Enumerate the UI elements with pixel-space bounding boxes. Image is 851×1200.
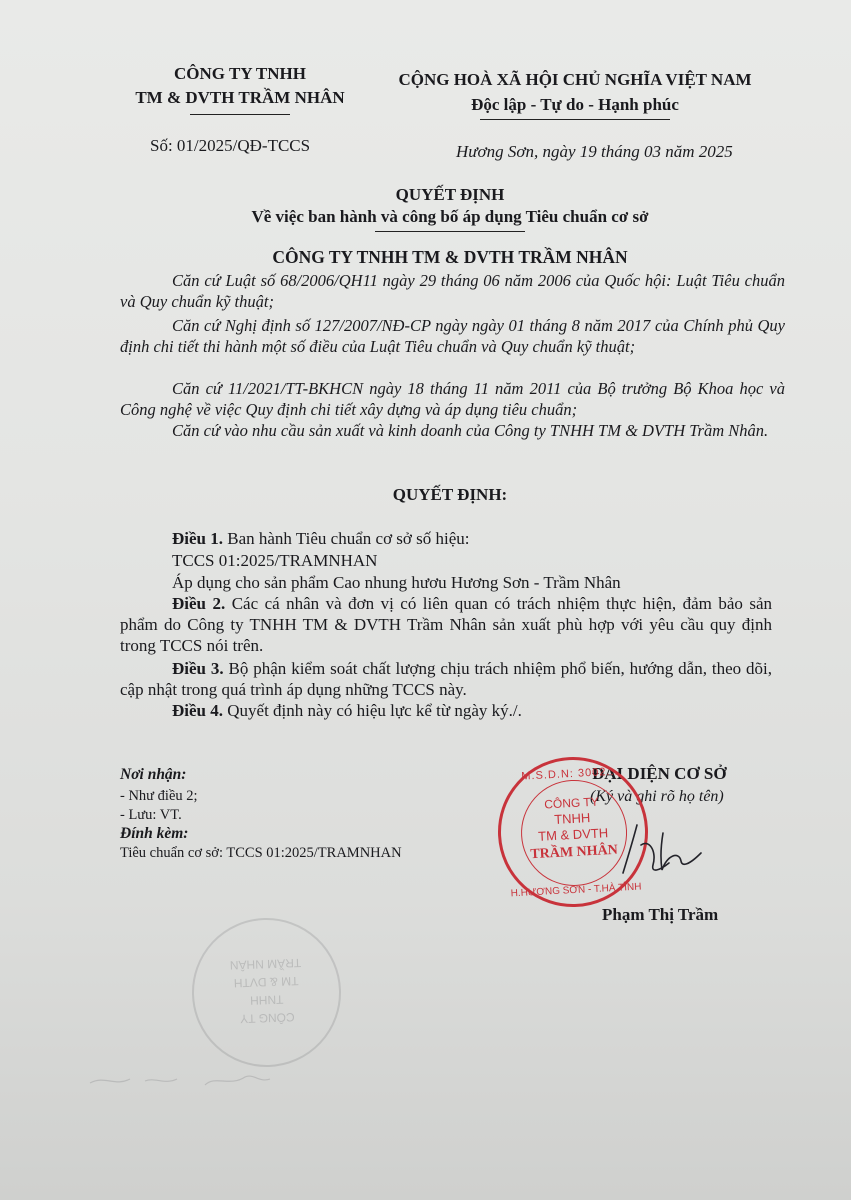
article-2: Điều 2. Các cá nhân và đơn vị có liên quan có trách nhiệm thực hiện, đảm bảo sản phẩm do Công ty TNHH TM & DVTH Trầm Nhân sản xuất phù hợp với yêu cầu quy định trong TCCS nói trên. xyxy=(120,594,772,655)
basis-1: Căn cứ Luật số 68/2006/QH11 ngày 29 tháng 06 năm 2006 của Quốc hội: Luật Tiêu chuẩn và Quy chuẩn kỹ thuật; xyxy=(120,271,785,311)
recipients-heading: Nơi nhận: xyxy=(120,766,187,783)
article-1-code: TCCS 01:2025/TRAMNHAN xyxy=(172,551,378,570)
decision-title: QUYẾT ĐỊNH xyxy=(395,185,505,204)
recipient-item-1: - Như điều 2; xyxy=(120,788,198,804)
decision-subject: Về việc ban hành và công bố áp dụng Tiêu chuẩn cơ sở xyxy=(251,207,649,226)
signature-note: (Ký và ghi rõ họ tên) xyxy=(590,788,724,805)
faint-handwriting-mark xyxy=(85,1065,275,1095)
motto-underline xyxy=(480,119,670,120)
attachment-text: Tiêu chuẩn cơ sở: TCCS 01:2025/TRAMNHAN xyxy=(120,845,402,861)
company-underline xyxy=(190,114,290,115)
attachment-heading: Đính kèm: xyxy=(120,825,189,842)
article-3: Điều 3. Bộ phận kiểm soát chất lượng chịu trách nhiệm phổ biến, hướng dẫn, theo dõi, cập nhật trong quá trình áp dụng những TCCS này. xyxy=(120,659,772,699)
place-date: Hương Sơn, ngày 19 tháng 03 năm 2025 xyxy=(456,142,733,161)
decision-heading: QUYẾT ĐỊNH: xyxy=(392,485,508,504)
issuer-name: CÔNG TY TNHH TM & DVTH TRẦM NHÂN xyxy=(272,247,628,267)
subject-underline xyxy=(375,231,525,232)
basis-3: Căn cứ 11/2021/TT-BKHCN ngày 18 tháng 11 năm 2011 của Bộ trưởng Bộ Khoa học và Công nghệ về việc Quy định chi tiết xây dựng và áp dụng tiêu chuẩn; xyxy=(120,379,785,419)
faded-stamp-imprint: CÔNG TY TNHH TM & DVTH TRẦM NHÂN xyxy=(189,915,343,1069)
signer-name: Phạm Thị Trầm xyxy=(602,905,719,924)
nation-motto: Độc lập - Tự do - Hạnh phúc xyxy=(471,95,679,114)
company-seal: M.S.D.N: 3002... CÔNG TY TNHH TM & DVTH TRẦM NHÂN H.HƯƠNG SƠN - T.HÀ TĨNH xyxy=(494,753,652,911)
basis-4: Căn cứ vào nhu cầu sản xuất và kinh doanh của Công ty TNHH TM & DVTH Trầm Nhân. xyxy=(172,421,769,440)
article-1-product: Áp dụng cho sản phẩm Cao nhung hươu Hương Sơn - Trầm Nhân xyxy=(172,573,621,592)
article-1: Điều 1. Ban hành Tiêu chuẩn cơ sở số hiệu: xyxy=(172,529,470,548)
company-name-line2: TM & DVTH TRẦM NHÂN xyxy=(135,88,345,107)
article-4: Điều 4. Quyết định này có hiệu lực kể từ ngày ký./. xyxy=(172,701,522,720)
company-name-line1: CÔNG TY TNHH xyxy=(174,64,306,83)
doc-number: Số: 01/2025/QĐ-TCCS xyxy=(150,136,311,155)
nation-title: CỘNG HOÀ XÃ HỘI CHỦ NGHĨA VIỆT NAM xyxy=(398,70,752,89)
signature-title: ĐẠI DIỆN CƠ SỞ xyxy=(592,764,727,783)
basis-2: Căn cứ Nghị định số 127/2007/NĐ-CP ngày ngày 01 tháng 8 năm 2017 của Chính phủ Quy định chi tiết thi hành một số điều của Luật Tiêu chuẩn và Quy chuẩn kỹ thuật; xyxy=(120,316,785,356)
recipient-item-2: - Lưu: VT. xyxy=(120,807,182,823)
handwritten-signature xyxy=(615,815,725,885)
